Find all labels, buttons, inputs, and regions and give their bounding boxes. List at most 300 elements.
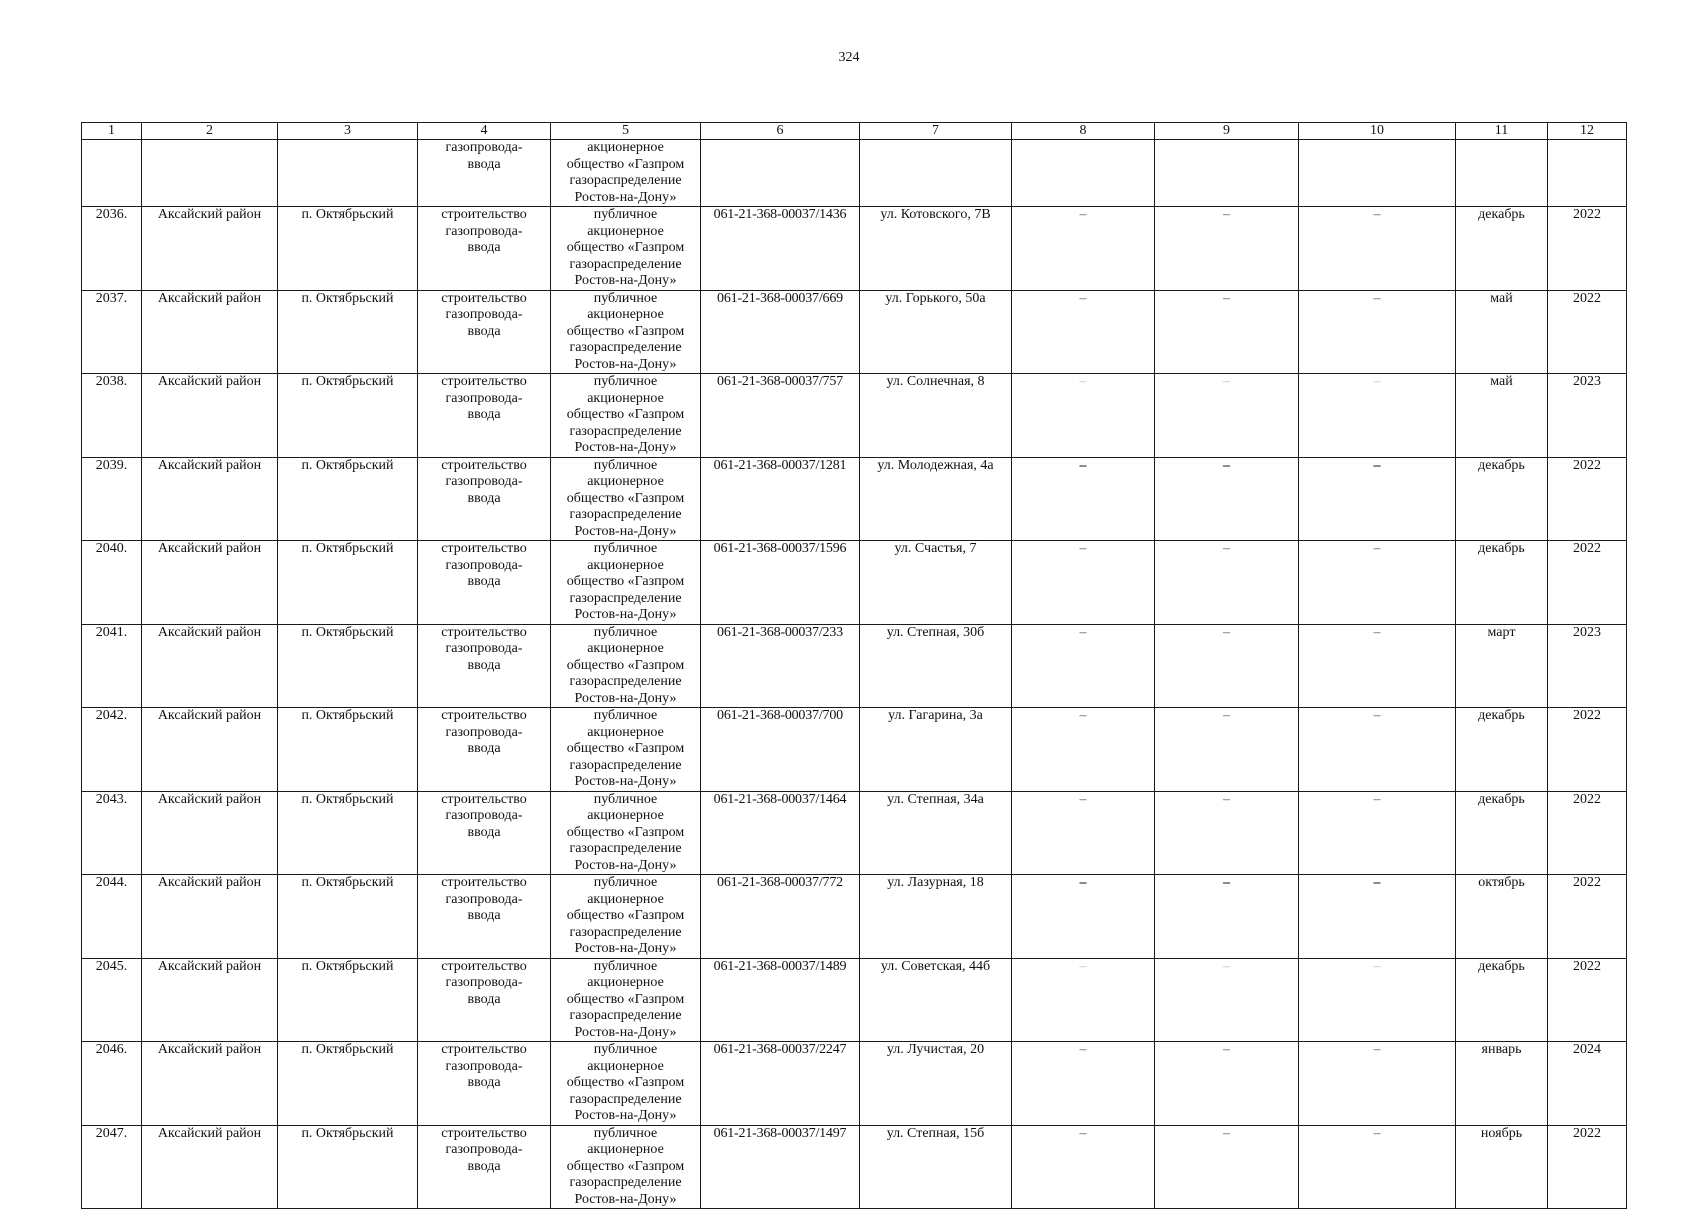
- dash-mark: –: [1373, 290, 1381, 306]
- owner-line: общество «Газпром: [566, 156, 685, 172]
- work-line: строительство: [441, 1125, 527, 1141]
- district-cell: Аксайский район: [142, 958, 278, 1042]
- column-header: 2: [142, 123, 278, 140]
- table-row: [82, 457, 1627, 541]
- owner-line: акционерное: [587, 223, 664, 239]
- owner-line: Ростов-на-Дону»: [574, 356, 677, 372]
- column-header: 10: [1299, 123, 1456, 140]
- work-line: ввода: [467, 741, 501, 756]
- owner-line: газораспределение: [569, 1175, 682, 1190]
- code-cell: 061-21-368-00037/233: [701, 624, 860, 708]
- work-type-cell: [418, 374, 551, 458]
- owner-line: общество «Газпром: [566, 574, 685, 589]
- settlement-cell: п. Октябрьский: [278, 207, 418, 291]
- dash-mark: –: [1079, 708, 1087, 723]
- work-line: строительство: [441, 958, 527, 974]
- settlement-cell: п. Октябрьский: [278, 624, 418, 708]
- month-cell: май: [1456, 290, 1548, 374]
- dash-cell: [1299, 207, 1456, 291]
- work-type-cell: [418, 1125, 551, 1209]
- owner-line: акционерное: [587, 891, 664, 907]
- year-cell: 2022: [1548, 457, 1627, 541]
- owner-line: публичное: [593, 207, 658, 222]
- dash-cell: [1155, 457, 1299, 541]
- row-number: 2047.: [82, 1125, 142, 1209]
- work-line: газопровода-: [445, 557, 523, 573]
- code-cell: 061-21-368-00037/1596: [701, 541, 860, 625]
- settlement-cell: п. Октябрьский: [278, 1125, 418, 1209]
- table-cell: [278, 140, 418, 207]
- row-number: 2043.: [82, 791, 142, 875]
- owner-line: газораспределение: [569, 590, 682, 606]
- row-number: 2039.: [82, 457, 142, 541]
- owner-line: газораспределение: [569, 256, 682, 272]
- dash-mark: –: [1223, 457, 1230, 473]
- work-line: газопровода-: [445, 223, 523, 239]
- table-cell: [860, 140, 1012, 207]
- dash-cell: [1155, 1042, 1299, 1126]
- owner-line: общество «Газпром: [566, 741, 685, 756]
- table-row: [82, 791, 1627, 875]
- dash-mark: –: [1079, 290, 1087, 306]
- owner-line: Ростов-на-Дону»: [574, 273, 677, 288]
- work-line: строительство: [441, 1042, 527, 1057]
- dash-mark: –: [1223, 791, 1230, 807]
- work-line: ввода: [467, 407, 501, 422]
- dash-mark: –: [1373, 958, 1381, 974]
- work-type-cell: [418, 708, 551, 792]
- dash-mark: –: [1223, 624, 1230, 640]
- work-type-cell: [418, 624, 551, 708]
- table-row: [82, 374, 1627, 458]
- dash-mark: –: [1373, 457, 1381, 473]
- dash-cell: [1012, 541, 1155, 625]
- owner-line: Ростов-на-Дону»: [574, 440, 677, 455]
- dash-mark: –: [1223, 290, 1230, 306]
- dash-cell: [1299, 1042, 1456, 1126]
- dash-cell: [1012, 207, 1155, 291]
- column-header: 1: [82, 123, 142, 140]
- dash-mark: –: [1373, 624, 1381, 640]
- year-cell: 2023: [1548, 624, 1627, 708]
- owner-line: публичное: [593, 541, 658, 556]
- dash-mark: –: [1373, 1125, 1381, 1141]
- work-type-cell: [418, 457, 551, 541]
- settlement-cell: п. Октябрьский: [278, 374, 418, 458]
- dash-mark: –: [1373, 708, 1381, 723]
- work-line: ввода: [467, 490, 501, 506]
- owner-line: акционерное: [587, 307, 664, 322]
- year-cell: 2022: [1548, 207, 1627, 291]
- district-cell: Аксайский район: [142, 708, 278, 792]
- owner-line: публичное: [593, 875, 658, 890]
- owner-cell: [551, 1042, 701, 1126]
- code-cell: 061-21-368-00037/772: [701, 875, 860, 959]
- work-line: строительство: [441, 624, 527, 640]
- work-type-cell: [418, 958, 551, 1042]
- work-line: ввода: [467, 1075, 501, 1090]
- month-cell: декабрь: [1456, 541, 1548, 625]
- dash-cell: [1012, 624, 1155, 708]
- work-line: строительство: [441, 290, 527, 306]
- owner-line: газораспределение: [569, 173, 682, 188]
- owner-line: общество «Газпром: [566, 490, 685, 506]
- address-cell: ул. Степная, 15б: [860, 1125, 1012, 1209]
- address-cell: ул. Гагарина, 3а: [860, 708, 1012, 792]
- owner-line: публичное: [593, 624, 658, 640]
- dash-cell: [1299, 875, 1456, 959]
- table-cell: [1299, 140, 1456, 207]
- dash-mark: –: [1079, 1042, 1087, 1057]
- address-cell: ул. Лучистая, 20: [860, 1042, 1012, 1126]
- dash-mark: –: [1373, 541, 1381, 556]
- year-cell: 2022: [1548, 708, 1627, 792]
- year-cell: 2022: [1548, 958, 1627, 1042]
- work-line: строительство: [441, 708, 527, 723]
- table-row: [82, 1042, 1627, 1126]
- dash-mark: –: [1079, 791, 1087, 807]
- owner-line: общество «Газпром: [566, 240, 685, 255]
- district-cell: Аксайский район: [142, 624, 278, 708]
- work-type-cell: [418, 875, 551, 959]
- row-number: 2044.: [82, 875, 142, 959]
- address-cell: ул. Солнечная, 8: [860, 374, 1012, 458]
- owner-line: акционерное: [587, 975, 664, 990]
- dash-mark: –: [1223, 1042, 1230, 1057]
- year-cell: 2022: [1548, 875, 1627, 959]
- column-header: 12: [1548, 123, 1627, 140]
- owner-line: общество «Газпром: [566, 323, 685, 339]
- address-cell: ул. Степная, 34а: [860, 791, 1012, 875]
- dash-cell: [1012, 958, 1155, 1042]
- table-row: [82, 624, 1627, 708]
- owner-line: газораспределение: [569, 1091, 682, 1107]
- month-cell: октябрь: [1456, 875, 1548, 959]
- column-header: 7: [860, 123, 1012, 140]
- month-cell: январь: [1456, 1042, 1548, 1126]
- owner-cell: [551, 1125, 701, 1209]
- dash-cell: [1155, 875, 1299, 959]
- dash-mark: –: [1373, 875, 1381, 890]
- district-cell: Аксайский район: [142, 541, 278, 625]
- work-line: газопровода-: [445, 307, 523, 322]
- row-number: 2040.: [82, 541, 142, 625]
- settlement-cell: п. Октябрьский: [278, 875, 418, 959]
- owner-line: Ростов-на-Дону»: [574, 189, 677, 205]
- dash-cell: [1299, 290, 1456, 374]
- owner-line: публичное: [593, 457, 658, 473]
- owner-cell: [551, 140, 701, 207]
- owner-line: акционерное: [587, 641, 664, 656]
- district-cell: Аксайский район: [142, 207, 278, 291]
- dash-cell: [1155, 958, 1299, 1042]
- settlement-cell: п. Октябрьский: [278, 457, 418, 541]
- owner-line: газораспределение: [569, 423, 682, 439]
- work-type-cell: [418, 541, 551, 625]
- address-cell: ул. Молодежная, 4а: [860, 457, 1012, 541]
- year-cell: 2022: [1548, 1125, 1627, 1209]
- owner-line: акционерное: [587, 390, 664, 406]
- dash-cell: [1012, 791, 1155, 875]
- dash-mark: –: [1079, 624, 1087, 640]
- district-cell: Аксайский район: [142, 290, 278, 374]
- work-line: строительство: [441, 207, 527, 222]
- work-line: газопровода-: [445, 474, 523, 489]
- work-line: строительство: [441, 374, 527, 389]
- row-number: 2041.: [82, 624, 142, 708]
- owner-line: общество «Газпром: [566, 407, 685, 422]
- year-cell: 2024: [1548, 1042, 1627, 1126]
- owner-line: Ростов-на-Дону»: [574, 941, 677, 956]
- address-cell: ул. Лазурная, 18: [860, 875, 1012, 959]
- dash-cell: [1299, 624, 1456, 708]
- work-type-cell: [418, 140, 551, 207]
- work-type-cell: [418, 791, 551, 875]
- column-header: 3: [278, 123, 418, 140]
- work-line: строительство: [441, 541, 527, 556]
- owner-line: общество «Газпром: [566, 1158, 685, 1174]
- owner-line: акционерное: [587, 474, 664, 489]
- owner-line: общество «Газпром: [566, 908, 685, 923]
- owner-cell: [551, 875, 701, 959]
- owner-cell: [551, 457, 701, 541]
- code-cell: 061-21-368-00037/1489: [701, 958, 860, 1042]
- work-line: ввода: [467, 657, 501, 673]
- work-line: строительство: [441, 875, 527, 890]
- dash-cell: [1299, 958, 1456, 1042]
- dash-mark: –: [1079, 541, 1087, 556]
- dash-cell: [1012, 1042, 1155, 1126]
- year-cell: 2022: [1548, 791, 1627, 875]
- dash-cell: [1155, 791, 1299, 875]
- month-cell: декабрь: [1456, 958, 1548, 1042]
- settlement-cell: п. Октябрьский: [278, 791, 418, 875]
- address-cell: ул. Советская, 44б: [860, 958, 1012, 1042]
- dash-cell: [1155, 207, 1299, 291]
- settlement-cell: п. Октябрьский: [278, 708, 418, 792]
- district-cell: Аксайский район: [142, 374, 278, 458]
- dash-cell: [1299, 791, 1456, 875]
- dash-cell: [1012, 374, 1155, 458]
- month-cell: декабрь: [1456, 708, 1548, 792]
- year-cell: 2022: [1548, 541, 1627, 625]
- owner-line: газораспределение: [569, 924, 682, 940]
- column-header: 9: [1155, 123, 1299, 140]
- owner-line: акционерное: [587, 557, 664, 573]
- code-cell: 061-21-368-00037/1497: [701, 1125, 860, 1209]
- continuation-row: [82, 140, 1627, 207]
- dash-cell: [1012, 1125, 1155, 1209]
- column-header: 5: [551, 123, 701, 140]
- work-line: ввода: [467, 908, 501, 923]
- dash-mark: –: [1079, 207, 1087, 222]
- owner-line: публичное: [593, 791, 658, 807]
- dash-cell: [1155, 1125, 1299, 1209]
- owner-cell: [551, 541, 701, 625]
- district-cell: Аксайский район: [142, 875, 278, 959]
- owner-line: Ростов-на-Дону»: [574, 1024, 677, 1040]
- dash-mark: –: [1079, 875, 1087, 890]
- row-number: 2038.: [82, 374, 142, 458]
- owner-line: акционерное: [587, 1058, 664, 1074]
- dash-cell: [1155, 374, 1299, 458]
- table-row: [82, 958, 1627, 1042]
- work-line: газопровода-: [445, 1142, 523, 1157]
- column-header: 11: [1456, 123, 1548, 140]
- dash-mark: –: [1373, 207, 1381, 222]
- address-cell: ул. Горького, 50а: [860, 290, 1012, 374]
- dash-mark: –: [1079, 374, 1087, 389]
- work-type-cell: [418, 290, 551, 374]
- work-line: ввода: [467, 991, 501, 1007]
- address-cell: ул. Степная, 30б: [860, 624, 1012, 708]
- owner-line: газораспределение: [569, 841, 682, 856]
- work-line: газопровода-: [445, 140, 523, 155]
- work-line: газопровода-: [445, 808, 523, 823]
- owner-line: Ростов-на-Дону»: [574, 1191, 677, 1207]
- code-cell: 061-21-368-00037/1436: [701, 207, 860, 291]
- work-line: газопровода-: [445, 390, 523, 406]
- owner-line: публичное: [593, 958, 658, 974]
- table-cell: [1155, 140, 1299, 207]
- dash-mark: –: [1223, 958, 1230, 974]
- owner-cell: [551, 958, 701, 1042]
- column-header: 8: [1012, 123, 1155, 140]
- work-line: ввода: [467, 824, 501, 840]
- work-line: газопровода-: [445, 1058, 523, 1074]
- dash-mark: –: [1373, 1042, 1381, 1057]
- owner-line: общество «Газпром: [566, 824, 685, 840]
- dash-mark: –: [1373, 791, 1381, 807]
- row-number: 2045.: [82, 958, 142, 1042]
- code-cell: 061-21-368-00037/1464: [701, 791, 860, 875]
- dash-mark: –: [1079, 958, 1087, 974]
- code-cell: 061-21-368-00037/757: [701, 374, 860, 458]
- work-line: ввода: [467, 156, 501, 172]
- address-cell: ул. Котовского, 7В: [860, 207, 1012, 291]
- dash-mark: –: [1223, 207, 1230, 222]
- month-cell: март: [1456, 624, 1548, 708]
- owner-line: публичное: [593, 290, 658, 306]
- owner-line: общество «Газпром: [566, 657, 685, 673]
- dash-mark: –: [1223, 374, 1230, 389]
- table-row: [82, 541, 1627, 625]
- owner-line: акционерное: [587, 1142, 664, 1157]
- owner-line: публичное: [593, 374, 658, 389]
- row-number: 2042.: [82, 708, 142, 792]
- table-cell: [701, 140, 860, 207]
- dash-cell: [1012, 875, 1155, 959]
- column-number-row: [82, 123, 1627, 140]
- district-cell: Аксайский район: [142, 457, 278, 541]
- owner-line: Ростов-на-Дону»: [574, 607, 677, 622]
- owner-line: Ростов-на-Дону»: [574, 523, 677, 539]
- table-container: [81, 122, 1626, 1207]
- code-cell: 061-21-368-00037/1281: [701, 457, 860, 541]
- row-number: 2036.: [82, 207, 142, 291]
- dash-cell: [1299, 1125, 1456, 1209]
- year-cell: 2022: [1548, 290, 1627, 374]
- work-line: ввода: [467, 1158, 501, 1174]
- owner-line: газораспределение: [569, 507, 682, 522]
- work-line: ввода: [467, 574, 501, 589]
- table-row: [82, 290, 1627, 374]
- table-cell: [142, 140, 278, 207]
- owner-line: акционерное: [587, 724, 664, 740]
- table-cell: [1456, 140, 1548, 207]
- code-cell: 061-21-368-00037/700: [701, 708, 860, 792]
- table-cell: [82, 140, 142, 207]
- dash-mark: –: [1223, 875, 1230, 890]
- district-cell: Аксайский район: [142, 1042, 278, 1126]
- dash-mark: –: [1079, 457, 1087, 473]
- month-cell: ноябрь: [1456, 1125, 1548, 1209]
- owner-line: Ростов-на-Дону»: [574, 857, 677, 873]
- dash-mark: –: [1223, 541, 1230, 556]
- dash-mark: –: [1079, 1125, 1087, 1141]
- row-number: 2046.: [82, 1042, 142, 1126]
- column-header: 4: [418, 123, 551, 140]
- owner-line: публичное: [593, 1125, 658, 1141]
- owner-cell: [551, 791, 701, 875]
- year-cell: 2023: [1548, 374, 1627, 458]
- column-header: 6: [701, 123, 860, 140]
- dash-cell: [1299, 541, 1456, 625]
- owner-cell: [551, 708, 701, 792]
- dash-cell: [1012, 290, 1155, 374]
- owner-line: публичное: [593, 1042, 658, 1057]
- month-cell: май: [1456, 374, 1548, 458]
- owner-cell: [551, 207, 701, 291]
- table-row: [82, 207, 1627, 291]
- owner-line: публичное: [593, 708, 658, 723]
- month-cell: декабрь: [1456, 207, 1548, 291]
- work-type-cell: [418, 1042, 551, 1126]
- table-row: [82, 1125, 1627, 1209]
- work-line: ввода: [467, 240, 501, 255]
- code-cell: 061-21-368-00037/2247: [701, 1042, 860, 1126]
- district-cell: Аксайский район: [142, 1125, 278, 1209]
- table-cell: [1012, 140, 1155, 207]
- row-number: 2037.: [82, 290, 142, 374]
- settlement-cell: п. Октябрьский: [278, 958, 418, 1042]
- work-line: газопровода-: [445, 975, 523, 990]
- dash-cell: [1155, 624, 1299, 708]
- owner-line: акционерное: [587, 808, 664, 823]
- dash-mark: –: [1373, 374, 1381, 389]
- dash-cell: [1299, 374, 1456, 458]
- page-number: 324: [838, 50, 860, 65]
- work-line: строительство: [441, 457, 527, 473]
- dash-cell: [1155, 708, 1299, 792]
- dash-cell: [1012, 708, 1155, 792]
- work-line: строительство: [441, 791, 527, 807]
- owner-cell: [551, 374, 701, 458]
- gasification-table: [81, 122, 1627, 1209]
- owner-cell: [551, 290, 701, 374]
- owner-cell: [551, 624, 701, 708]
- owner-line: акционерное: [587, 140, 664, 155]
- owner-line: газораспределение: [569, 757, 682, 773]
- dash-cell: [1155, 541, 1299, 625]
- owner-line: общество «Газпром: [566, 1075, 685, 1090]
- dash-cell: [1299, 457, 1456, 541]
- month-cell: декабрь: [1456, 791, 1548, 875]
- work-line: газопровода-: [445, 891, 523, 907]
- month-cell: декабрь: [1456, 457, 1548, 541]
- work-line: газопровода-: [445, 724, 523, 740]
- district-cell: Аксайский район: [142, 791, 278, 875]
